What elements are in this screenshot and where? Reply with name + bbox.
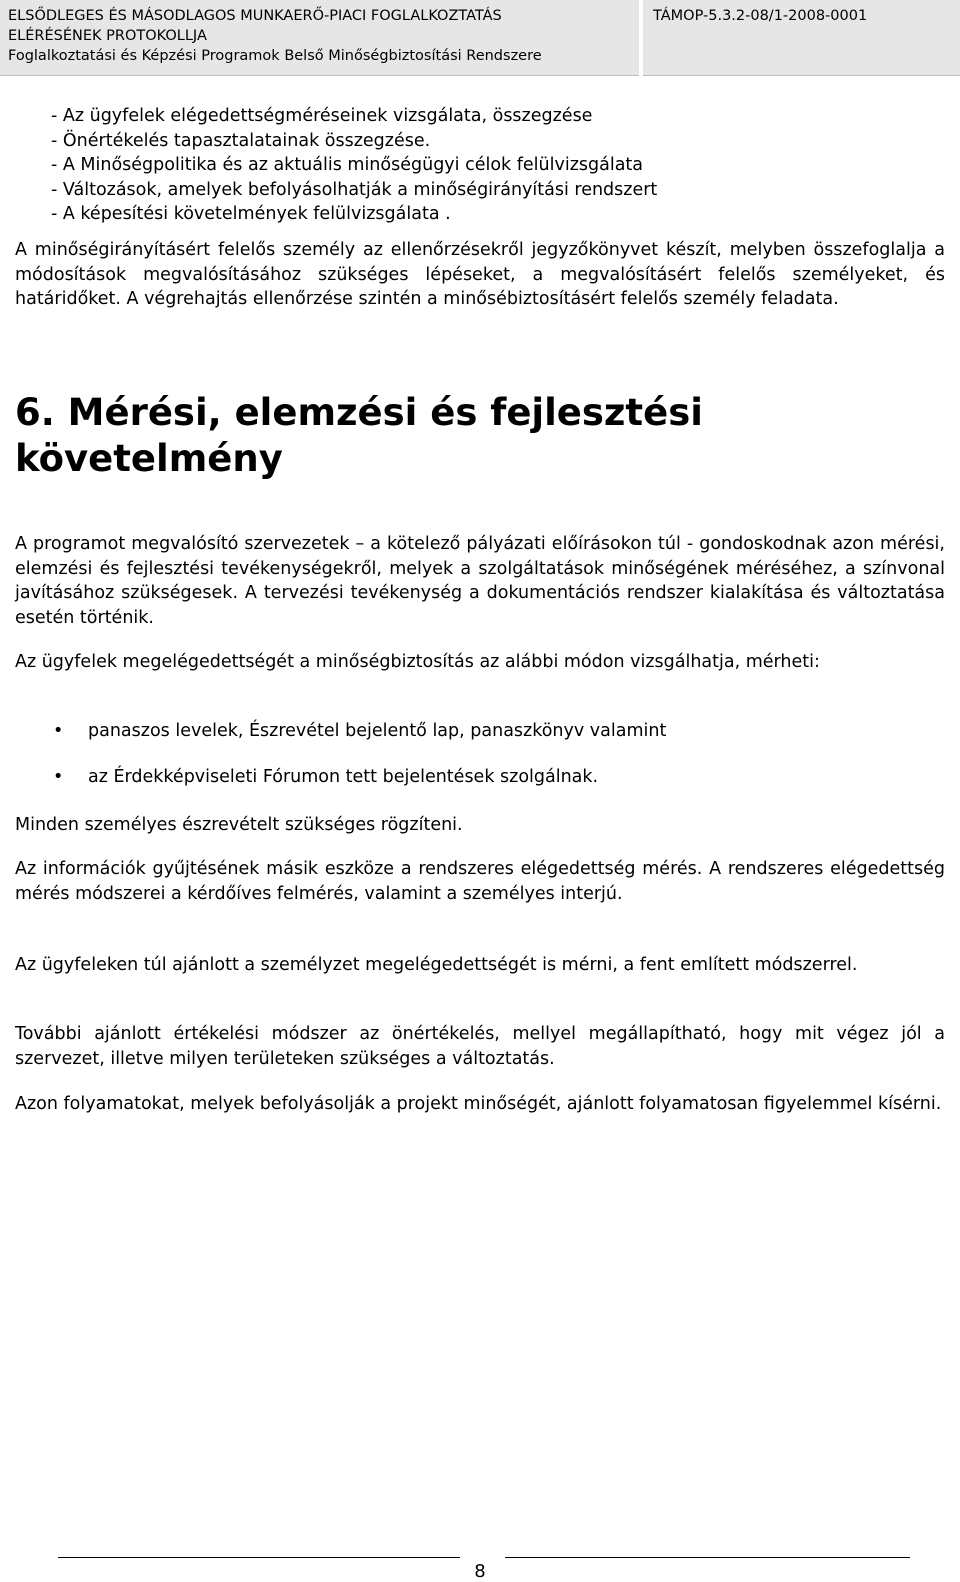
section-heading: 6. Mérési, elemzési és fejlesztési követelmény: [15, 391, 703, 480]
header-project-code: TÁMOP-5.3.2-08/1-2008-0001: [653, 8, 868, 24]
paragraph-record: Minden személyes észrevételt szükséges rögzíteni.: [15, 815, 463, 835]
footer-rule-left: [58, 1557, 460, 1558]
paragraph-measurement: Az információk gyűjtésének másik eszköze a rendszeres elégedettség mérés. A rendszeres elégedettség mérés módszerei a kérdőíves felmérés, valamint a személyes interjú.: [15, 859, 945, 904]
paragraph-self-assessment: További ajánlott értékelési módszer az önértékelés, mellyel megállapítható, hogy mit végez jól a szervezet, illetve milyen területeken szükséges a változtatás.: [15, 1024, 945, 1069]
header-title-line-2: ELÉRÉSÉNEK PROTOKOLLJA: [8, 28, 207, 44]
paragraph-monitoring: Azon folyamatokat, melyek befolyásolják a projekt minőségét, ajánlott folyamatosan figyelemmel kísérni.: [15, 1094, 942, 1114]
footer-rule-right: [505, 1557, 910, 1558]
paragraph-satisfaction-intro: Az ügyfelek megelégedettségét a minőségbiztosítás az alábbi módon vizsgálhatja, mérheti:: [15, 652, 820, 672]
page-number: 8: [474, 1561, 486, 1582]
paragraph-staff: Az ügyfeleken túl ajánlott a személyzet megelégedettségét is mérni, a fent említett módszerrel.: [15, 955, 858, 975]
header-divider: [639, 0, 643, 76]
list-item: - Önértékelés tapasztalatainak összegzése.: [51, 130, 431, 151]
list-item: - Az ügyfelek elégedettségméréseinek vizsgálata, összegzése: [51, 106, 593, 126]
bullet-icon: •: [53, 721, 64, 741]
bullet-text: panaszos levelek, Észrevétel bejelentő lap, panaszkönyv valamint: [88, 721, 667, 741]
header-title-line-1: ELSŐDLEGES ÉS MÁSODLAGOS MUNKAERŐ-PIACI FOGLALKOZTATÁS: [8, 8, 502, 24]
page-header: [0, 0, 960, 76]
list-item: - A képesítési követelmények felülvizsgálata .: [51, 204, 451, 224]
header-code-block: [646, 0, 960, 76]
header-title-line-3: Foglalkoztatási és Képzési Programok Belső Minőségbiztosítási Rendszere: [8, 48, 542, 64]
header-title-block: [0, 0, 637, 76]
review-items-list: [51, 104, 931, 227]
bullet-list: [15, 719, 945, 811]
paragraph-requirements: A programot megvalósító szervezetek – a kötelező pályázati előírásokon túl - gondoskodnak azon mérési, elemzési és fejlesztési tevékenységekről, melyek a szolgáltatások minőségének méréséhez, a színvonal javításához szükségesek. A tervezési tevékenység a dokumentációs rendszer kialakítása és változtatása esetén történik.: [15, 534, 945, 628]
list-item: - A Minőségpolitika és az aktuális minőségügyi célok felülvizsgálata: [51, 155, 644, 175]
list-item: [15, 719, 945, 765]
paragraph-responsibility: A minőségirányításért felelős személy az ellenőrzésekről jegyzőkönyvet készít, melyben összefoglalja a módosítások megvalósításához szükséges lépéseket, a megvalósításért felelős személyeket, és határidőket. A végrehajtás ellenőrzése szintén a minősébiztosításért felelős személy feladata.: [15, 240, 945, 309]
bullet-text: az Érdekképviseleti Fórumon tett bejelentések szolgálnak.: [88, 767, 599, 787]
list-item: - Változások, amelyek befolyásolhatják a minőségirányítási rendszert: [51, 179, 658, 200]
list-item: [15, 765, 945, 811]
bullet-icon: •: [53, 767, 64, 787]
